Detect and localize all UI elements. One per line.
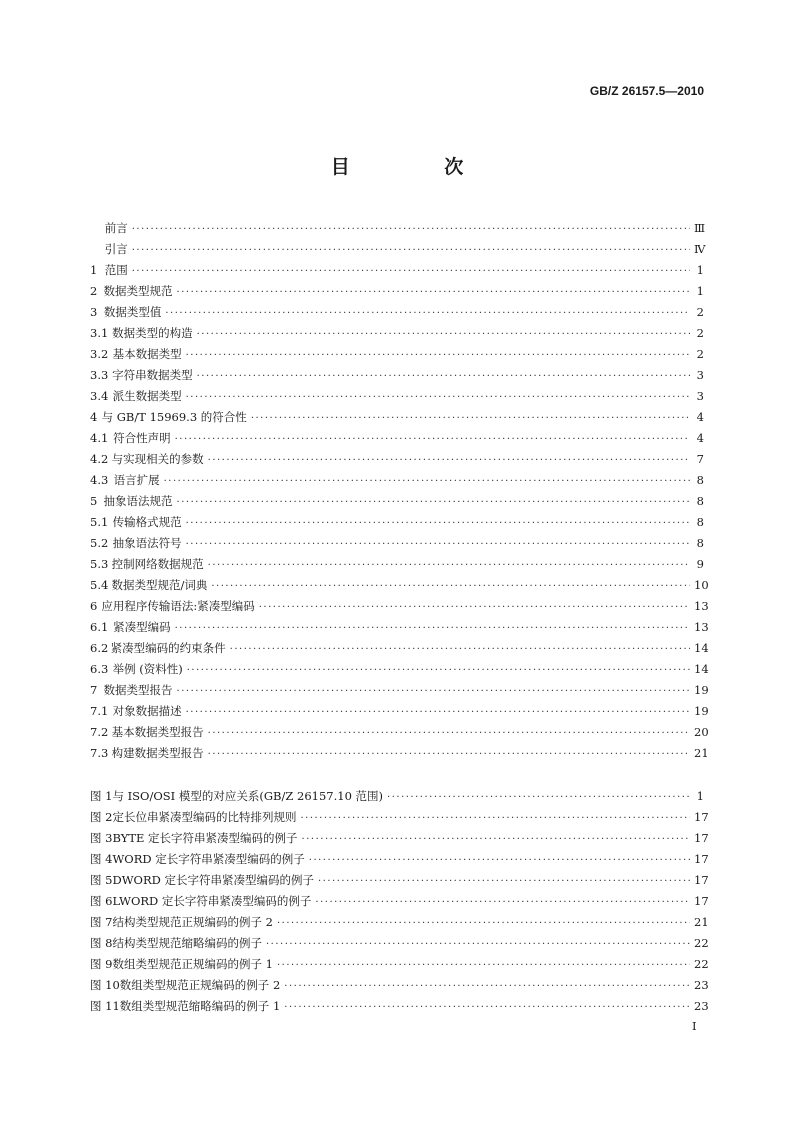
figure-entry[interactable] xyxy=(90,786,704,807)
toc-leader-dots xyxy=(186,534,690,555)
toc-entry-number: 1 xyxy=(90,263,98,277)
figure-entry-title: 结构类型规范正规编码的例子 2 xyxy=(112,915,273,929)
toc-leader-dots xyxy=(197,366,690,387)
figure-entry-title: 结构类型规范缩略编码的例子 xyxy=(112,936,262,950)
toc-entry-title: 紧凑型编码的约束条件 xyxy=(110,641,226,655)
figure-entry[interactable] xyxy=(90,828,709,849)
toc-leader-dots xyxy=(164,471,690,492)
figure-leader-dots xyxy=(309,850,690,871)
toc-entry-title: 符合性声明 xyxy=(113,431,171,445)
toc-entry[interactable] xyxy=(90,260,704,281)
figure-leader-dots xyxy=(387,787,690,808)
toc-entry-number: 2 xyxy=(90,284,98,298)
figure-entry[interactable] xyxy=(90,975,709,996)
toc-entry[interactable] xyxy=(90,428,704,449)
toc-entry[interactable] xyxy=(90,617,709,638)
toc-leader-dots xyxy=(208,450,690,471)
toc-entry[interactable] xyxy=(90,323,704,344)
toc-entry-page: 8 xyxy=(696,473,704,487)
toc-entry-page: 2 xyxy=(696,305,704,319)
figure-entry[interactable] xyxy=(90,954,709,975)
figure-entry-title: 数组类型规范正规编码的例子 2 xyxy=(119,978,281,992)
figure-entry-page: 21 xyxy=(694,915,709,929)
toc-entry-number: 4.2 xyxy=(90,452,109,466)
toc-leader-dots xyxy=(177,681,690,702)
figure-entry-page: 17 xyxy=(694,810,709,824)
toc-entry-title: 传输格式规范 xyxy=(112,515,182,529)
toc-leader-dots xyxy=(132,261,690,282)
toc-entry-page: 3 xyxy=(696,389,704,403)
toc-leader-dots xyxy=(186,387,690,408)
figure-entry[interactable] xyxy=(90,870,709,891)
toc-leader-dots xyxy=(197,324,690,345)
figure-entry-number: 图 3 xyxy=(90,831,113,845)
toc-entry-page: 19 xyxy=(694,683,709,697)
toc-entry-title: 范围 xyxy=(104,263,128,277)
toc-leader-dots xyxy=(208,744,690,765)
toc-entry-number: 4.1 xyxy=(90,431,109,445)
toc-entry[interactable] xyxy=(90,239,704,260)
toc-entry-title: 构建数据类型报告 xyxy=(111,746,204,760)
toc-entry-number: 5.1 xyxy=(90,515,109,529)
figure-leader-dots xyxy=(300,808,690,829)
figure-entry[interactable] xyxy=(90,933,709,954)
figure-entry-title: 数组类型规范正规编码的例子 1 xyxy=(112,957,273,971)
figure-leader-dots xyxy=(277,913,690,934)
toc-entry-number: 3 xyxy=(90,305,98,319)
toc-entry[interactable] xyxy=(90,638,709,659)
toc-entry-page: 14 xyxy=(694,641,709,655)
toc-entry[interactable] xyxy=(90,659,709,680)
toc-entry-page: Ⅲ xyxy=(694,221,706,235)
toc-entry-title: 数据类型的构造 xyxy=(112,326,193,340)
toc-entry-title: 控制网络数据规范 xyxy=(111,557,204,571)
toc-entry[interactable] xyxy=(90,554,704,575)
toc-entry[interactable] xyxy=(90,701,709,722)
figure-entry-title: BYTE 定长字符串紧凑型编码的例子 xyxy=(112,831,298,845)
page-title: 目 次 xyxy=(330,156,508,178)
toc-entry-number: 5.2 xyxy=(90,536,109,550)
toc-entry-page: 3 xyxy=(696,368,704,382)
figure-entry-number: 图 4 xyxy=(90,852,113,866)
figure-entry-page: 17 xyxy=(694,831,709,845)
toc-entry-title: 数据类型报告 xyxy=(103,683,173,697)
toc-leader-dots xyxy=(177,492,690,513)
toc-entry-page: 21 xyxy=(694,746,709,760)
toc-entry-title: 抽象语法符号 xyxy=(112,536,182,550)
toc-entry-number: 6.2 xyxy=(90,641,109,655)
figure-entry-number: 图 6 xyxy=(90,894,113,908)
toc-entry[interactable] xyxy=(90,407,704,428)
toc-entry[interactable] xyxy=(90,449,704,470)
toc-leader-dots xyxy=(251,408,690,429)
toc-leader-dots xyxy=(175,429,690,450)
toc-entry-number: 7 xyxy=(90,683,98,697)
toc-entry-page: 8 xyxy=(696,494,704,508)
figure-leader-dots xyxy=(318,871,690,892)
figure-leader-dots xyxy=(302,829,690,850)
toc-entry[interactable] xyxy=(90,386,704,407)
toc-entry-number: 7.1 xyxy=(90,704,109,718)
figure-entry-page: 23 xyxy=(694,978,709,992)
toc-entry-title: 数据类型规范/词典 xyxy=(111,578,208,592)
figure-entry[interactable] xyxy=(90,996,709,1017)
toc-leader-dots xyxy=(186,345,690,366)
figure-entry-title: 定长位串紧凑型编码的比特排列规则 xyxy=(112,810,297,824)
figure-entry-number: 图 5 xyxy=(90,873,113,887)
figure-entry-number: 图 7 xyxy=(90,915,113,929)
figure-leader-dots xyxy=(277,955,690,976)
toc-entry-page: Ⅳ xyxy=(694,242,706,256)
toc-entry[interactable] xyxy=(90,596,709,617)
toc-entry-page: 20 xyxy=(694,725,709,739)
figure-entry[interactable] xyxy=(90,891,709,912)
toc-leader-dots xyxy=(186,702,690,723)
figure-entry-page: 17 xyxy=(694,852,709,866)
toc-entry-title: 应用程序传输语法:紧凑型编码 xyxy=(101,599,255,613)
toc-entry-number: 6.1 xyxy=(90,620,109,634)
table-of-contents xyxy=(90,218,709,764)
toc-entry-title: 对象数据描述 xyxy=(112,704,182,718)
figure-entry-title: DWORD 定长字符串紧凑型编码的例子 xyxy=(112,873,314,887)
toc-leader-dots xyxy=(177,282,690,303)
toc-entry[interactable] xyxy=(90,680,709,701)
toc-entry[interactable] xyxy=(90,722,709,743)
toc-entry-number: 7.2 xyxy=(90,725,109,739)
toc-leader-dots xyxy=(259,597,690,618)
toc-entry-page: 4 xyxy=(696,431,704,445)
toc-leader-dots xyxy=(211,576,690,597)
toc-entry-number: 3.1 xyxy=(90,326,109,340)
toc-entry-page: 13 xyxy=(694,599,709,613)
toc-entry[interactable] xyxy=(90,302,704,323)
figure-entry-page: 1 xyxy=(696,789,704,803)
figure-entry-number: 图 8 xyxy=(90,936,113,950)
toc-entry[interactable] xyxy=(90,512,704,533)
figure-entry-page: 22 xyxy=(694,936,709,950)
toc-leader-dots xyxy=(187,660,690,681)
toc-entry-title: 语言扩展 xyxy=(113,473,160,487)
figure-entry-page: 17 xyxy=(694,873,709,887)
toc-entry-number: 3.2 xyxy=(90,347,109,361)
figure-leader-dots xyxy=(284,976,690,997)
toc-entry[interactable] xyxy=(90,281,704,302)
toc-entry-title: 与实现相关的参数 xyxy=(111,452,204,466)
toc-entry-number: 5 xyxy=(90,494,98,508)
figure-entry-page: 23 xyxy=(694,999,709,1013)
toc-entry-number: 7.3 xyxy=(90,746,109,760)
toc-entry-number: 4.3 xyxy=(90,473,109,487)
figure-entry-number: 图 10 xyxy=(90,978,120,992)
figure-entry[interactable] xyxy=(90,912,709,933)
figure-leader-dots xyxy=(284,997,690,1018)
toc-entry[interactable] xyxy=(90,470,704,491)
figure-entry-number: 图 9 xyxy=(90,957,113,971)
toc-entry-title: 与 GB/T 15969.3 的符合性 xyxy=(101,410,247,424)
toc-entry-title: 数据类型值 xyxy=(103,305,162,319)
figure-entry-title: 数组类型规范缩略编码的例子 1 xyxy=(119,999,281,1013)
toc-entry-number: 5.4 xyxy=(90,578,109,592)
toc-entry-title: 抽象语法规范 xyxy=(103,494,173,508)
figure-entry-number: 图 11 xyxy=(90,999,120,1013)
figure-leader-dots xyxy=(315,892,690,913)
toc-entry-page: 9 xyxy=(696,557,704,571)
toc-entry-number: 6 xyxy=(90,599,98,613)
toc-leader-dots xyxy=(230,639,690,660)
toc-leader-dots xyxy=(208,555,690,576)
toc-entry-title: 举例 (资料性) xyxy=(112,662,183,676)
toc-entry-number: 3.4 xyxy=(90,389,109,403)
toc-entry[interactable] xyxy=(90,218,704,239)
toc-leader-dots xyxy=(165,303,690,324)
toc-entry[interactable] xyxy=(90,344,704,365)
toc-entry-number: 5.3 xyxy=(90,557,109,571)
toc-entry[interactable] xyxy=(90,743,709,764)
toc-entry-number: 3.3 xyxy=(90,368,109,382)
toc-entry-title: 基本数据类型 xyxy=(112,347,182,361)
toc-entry-page: 13 xyxy=(694,620,709,634)
toc-entry[interactable] xyxy=(90,575,709,596)
toc-entry-page: 7 xyxy=(696,452,704,466)
figure-entry-number: 图 2 xyxy=(90,810,113,824)
figure-entry[interactable] xyxy=(90,807,709,828)
toc-entry-page: 2 xyxy=(696,347,704,361)
toc-entry-page: 1 xyxy=(696,263,704,277)
toc-entry[interactable] xyxy=(90,533,704,554)
toc-entry-page: 8 xyxy=(696,515,704,529)
figure-entry-page: 22 xyxy=(694,957,709,971)
toc-entry-page: 4 xyxy=(696,410,704,424)
toc-entry-title: 引言 xyxy=(104,242,128,256)
figure-entry-title: 与 ISO/OSI 模型的对应关系(GB/Z 26157.10 范围) xyxy=(112,789,384,803)
standard-number: GB/Z 26157.5—2010 xyxy=(589,84,704,98)
figure-entry-page: 17 xyxy=(694,894,709,908)
page-number: I xyxy=(692,1019,697,1033)
figure-entry-title: LWORD 定长字符串紧凑型编码的例子 xyxy=(112,894,312,908)
toc-entry[interactable] xyxy=(90,491,704,512)
toc-entry-title: 字符串数据类型 xyxy=(112,368,193,382)
toc-leader-dots xyxy=(175,618,690,639)
toc-entry-page: 10 xyxy=(694,578,709,592)
toc-leader-dots xyxy=(132,240,690,261)
toc-entry[interactable] xyxy=(90,365,704,386)
toc-entry-page: 8 xyxy=(696,536,704,550)
toc-entry-title: 基本数据类型报告 xyxy=(111,725,204,739)
toc-entry-title: 前言 xyxy=(104,221,128,235)
toc-entry-title: 派生数据类型 xyxy=(112,389,182,403)
toc-entry-page: 1 xyxy=(696,284,704,298)
toc-leader-dots xyxy=(186,513,690,534)
toc-entry-page: 19 xyxy=(694,704,709,718)
list-of-figures xyxy=(90,786,709,1017)
toc-entry-number: 4 xyxy=(90,410,98,424)
figure-entry-title: WORD 定长字符串紧凑型编码的例子 xyxy=(112,852,305,866)
toc-entry-page: 14 xyxy=(694,662,709,676)
toc-leader-dots xyxy=(208,723,690,744)
toc-leader-dots xyxy=(132,219,690,240)
toc-entry-title: 数据类型规范 xyxy=(103,284,173,298)
toc-entry-page: 2 xyxy=(696,326,704,340)
toc-entry-title: 紧凑型编码 xyxy=(113,620,171,634)
figure-entry-number: 图 1 xyxy=(90,789,113,803)
figure-leader-dots xyxy=(266,934,690,955)
toc-entry-number: 6.3 xyxy=(90,662,109,676)
figure-entry[interactable] xyxy=(90,849,709,870)
